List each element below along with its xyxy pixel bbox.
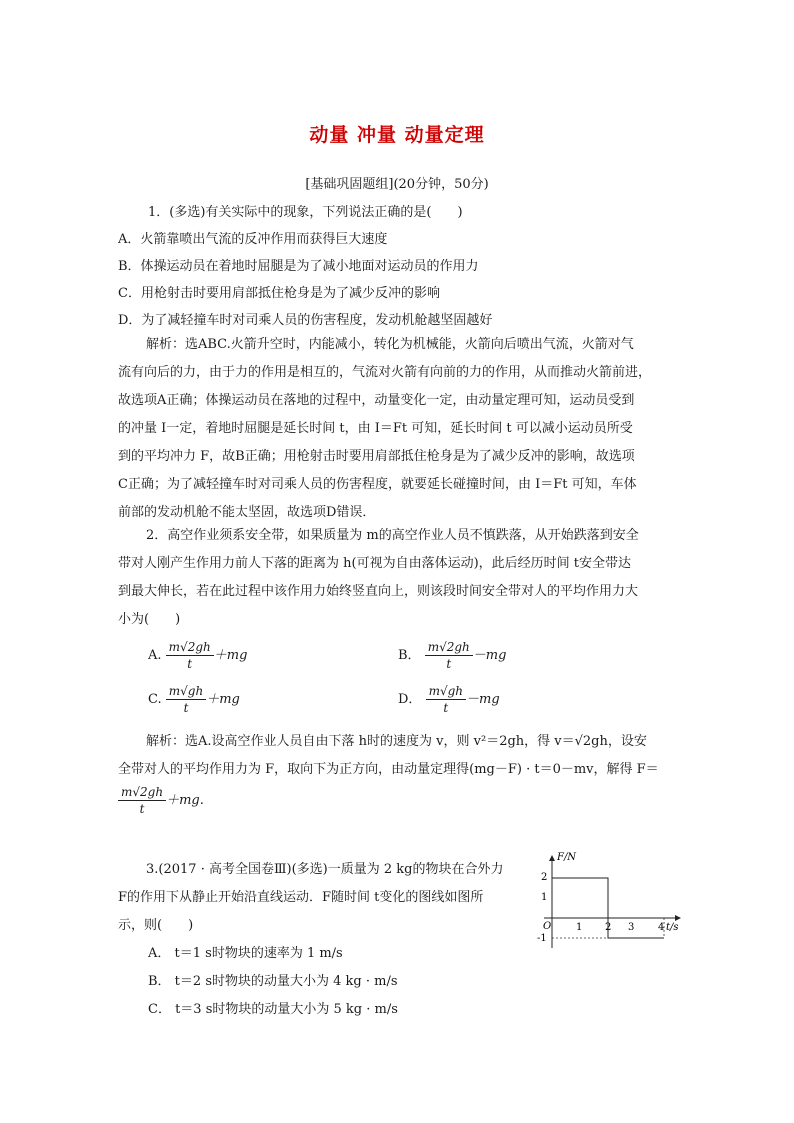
- q2-stem-line: 带对人刚产生作用力前人下落的距离为 h(可视为自由落体运动)，此后经历时间 t安全带达: [118, 556, 632, 571]
- denominator: t: [183, 701, 189, 715]
- q3-option-a: A． t＝1 s时物块的速率为 1 m/s: [148, 946, 343, 961]
- option-label: D．: [398, 692, 422, 707]
- x-tick-label: 1: [576, 922, 583, 933]
- denominator: t: [443, 701, 449, 715]
- q1-analysis: [118, 331, 678, 527]
- q2-analysis-line: 解析：选A.设高空作业人员自由下落 h时的速度为 v，则 v²＝2gh，得 v＝√2gh，设安: [146, 734, 647, 749]
- page-title: 动量 冲量 动量定理: [309, 124, 485, 146]
- q2-analysis: [118, 728, 678, 784]
- q3-option-b: B． t＝2 s时物块的动量大小为 4 kg · m/s: [148, 974, 398, 989]
- y-tick-label: -1: [537, 933, 547, 944]
- q2-stem-line: 2．高空作业须系安全带，如果质量为 m的高空作业人员不慎跌落，从开始跌落到安全: [146, 528, 639, 543]
- option-tail: －mg: [472, 648, 507, 663]
- x-tick-label: 4: [658, 922, 665, 933]
- y-axis-label: F/N: [557, 852, 577, 863]
- numerator: m√gh: [426, 684, 466, 700]
- x-tick-label: 2: [605, 922, 612, 933]
- q2-option-a: [148, 640, 247, 671]
- fraction: [425, 640, 473, 671]
- q3-stem-line: 示，则( ): [118, 918, 194, 933]
- force-time-graph: [530, 848, 685, 953]
- denominator: t: [187, 657, 193, 671]
- denominator: t: [446, 657, 452, 671]
- q1-analysis-line: 前部的发动机舱不能太坚固，故选项D错误．: [118, 505, 376, 520]
- q3-stem-line: F的作用下从静止开始沿直线运动．F随时间 t变化的图线如图所: [118, 890, 484, 905]
- x-axis-label: t/s: [666, 922, 679, 933]
- y-tick-label: 1: [541, 892, 548, 903]
- q1-analysis-line: 到的平均冲力 F，故B正确；用枪射击时要用肩部抵住枪身是为了减少反冲的影响，故选项: [118, 449, 635, 464]
- option-label: B．: [398, 648, 421, 663]
- q1-analysis-line: C正确；为了减轻撞车时对司乘人员的伤害程度，就要延长碰撞时间，由 I＝Ft 可知，车体: [118, 477, 637, 492]
- q1-option-a: A．火箭靠喷出气流的反冲作用而获得巨大速度: [118, 232, 388, 247]
- fraction: [166, 684, 206, 715]
- y-tick-label: 2: [541, 872, 548, 883]
- q1-analysis-line: 解析：选ABC.火箭升空时，内能减小，转化为机械能，火箭向后喷出气流，火箭对气: [146, 337, 634, 352]
- q2-answer-formula: [118, 785, 204, 816]
- fraction: [118, 785, 166, 816]
- q2-option-b: [398, 640, 506, 671]
- q3-stem: [118, 856, 538, 940]
- fraction: [166, 640, 214, 671]
- q1-option-b: B．体操运动员在着地时屈腿是为了减小地面对运动员的作用力: [118, 259, 479, 274]
- q1-analysis-line: 的冲量 I一定，着地时屈腿是延长时间 t，由 I＝Ft 可知，延长时间 t 可以减小运动员所受: [118, 421, 633, 436]
- q3-stem-line: 3.(2017 · 高考全国卷Ⅲ)(多选)一质量为 2 kg的物块在合外力: [146, 862, 504, 877]
- option-label: C.: [148, 692, 162, 707]
- x-tick-label: 3: [628, 922, 635, 933]
- option-label: A.: [148, 648, 162, 663]
- section-subtitle: [基础巩固题组](20分钟，50分): [305, 177, 489, 192]
- option-tail: －mg: [466, 692, 500, 707]
- q2-option-d: [398, 684, 500, 715]
- numerator: m√2gh: [118, 785, 166, 801]
- q2-option-c: [148, 684, 240, 715]
- fraction: [426, 684, 466, 715]
- q1-analysis-line: 流有向后的力，由于力的作用是相互的，气流对火箭有向前的力的作用，从而推动火箭前进，: [118, 365, 652, 380]
- q2-analysis-line: 全带对人的平均作用力为 F，取向下为正方向，由动量定理得(mg－F) · t＝0－mv，解得 F＝: [118, 762, 659, 777]
- q1-option-c: C．用枪射击时要用肩部抵住枪身是为了减少反冲的影响: [118, 286, 440, 301]
- option-tail: ＋mg: [206, 692, 240, 707]
- option-tail: ＋mg: [213, 648, 248, 663]
- denominator: t: [139, 802, 145, 816]
- numerator: m√2gh: [425, 640, 473, 656]
- origin-label: O: [543, 921, 552, 932]
- q3-option-c: C． t＝3 s时物块的动量大小为 5 kg · m/s: [148, 1002, 398, 1017]
- q2-stem-line: 小为( ): [118, 612, 181, 627]
- answer-tail: ＋mg.: [166, 793, 204, 808]
- numerator: m√gh: [166, 684, 206, 700]
- q1-option-d: D．为了减轻撞车时对司乘人员的伤害程度，发动机舱越坚固越好: [118, 313, 493, 328]
- q2-stem: [118, 522, 678, 634]
- q1-analysis-line: 故选项A正确；体操运动员在落地的过程中，动量变化一定，由动量定理可知，运动员受到: [118, 393, 635, 408]
- q1-stem: 1．(多选)有关实际中的现象，下列说法正确的是( ): [148, 205, 463, 220]
- numerator: m√2gh: [166, 640, 214, 656]
- q2-stem-line: 到最大伸长，若在此过程中该作用力始终竖直向上，则该段时间安全带对人的平均作用力大: [118, 584, 639, 599]
